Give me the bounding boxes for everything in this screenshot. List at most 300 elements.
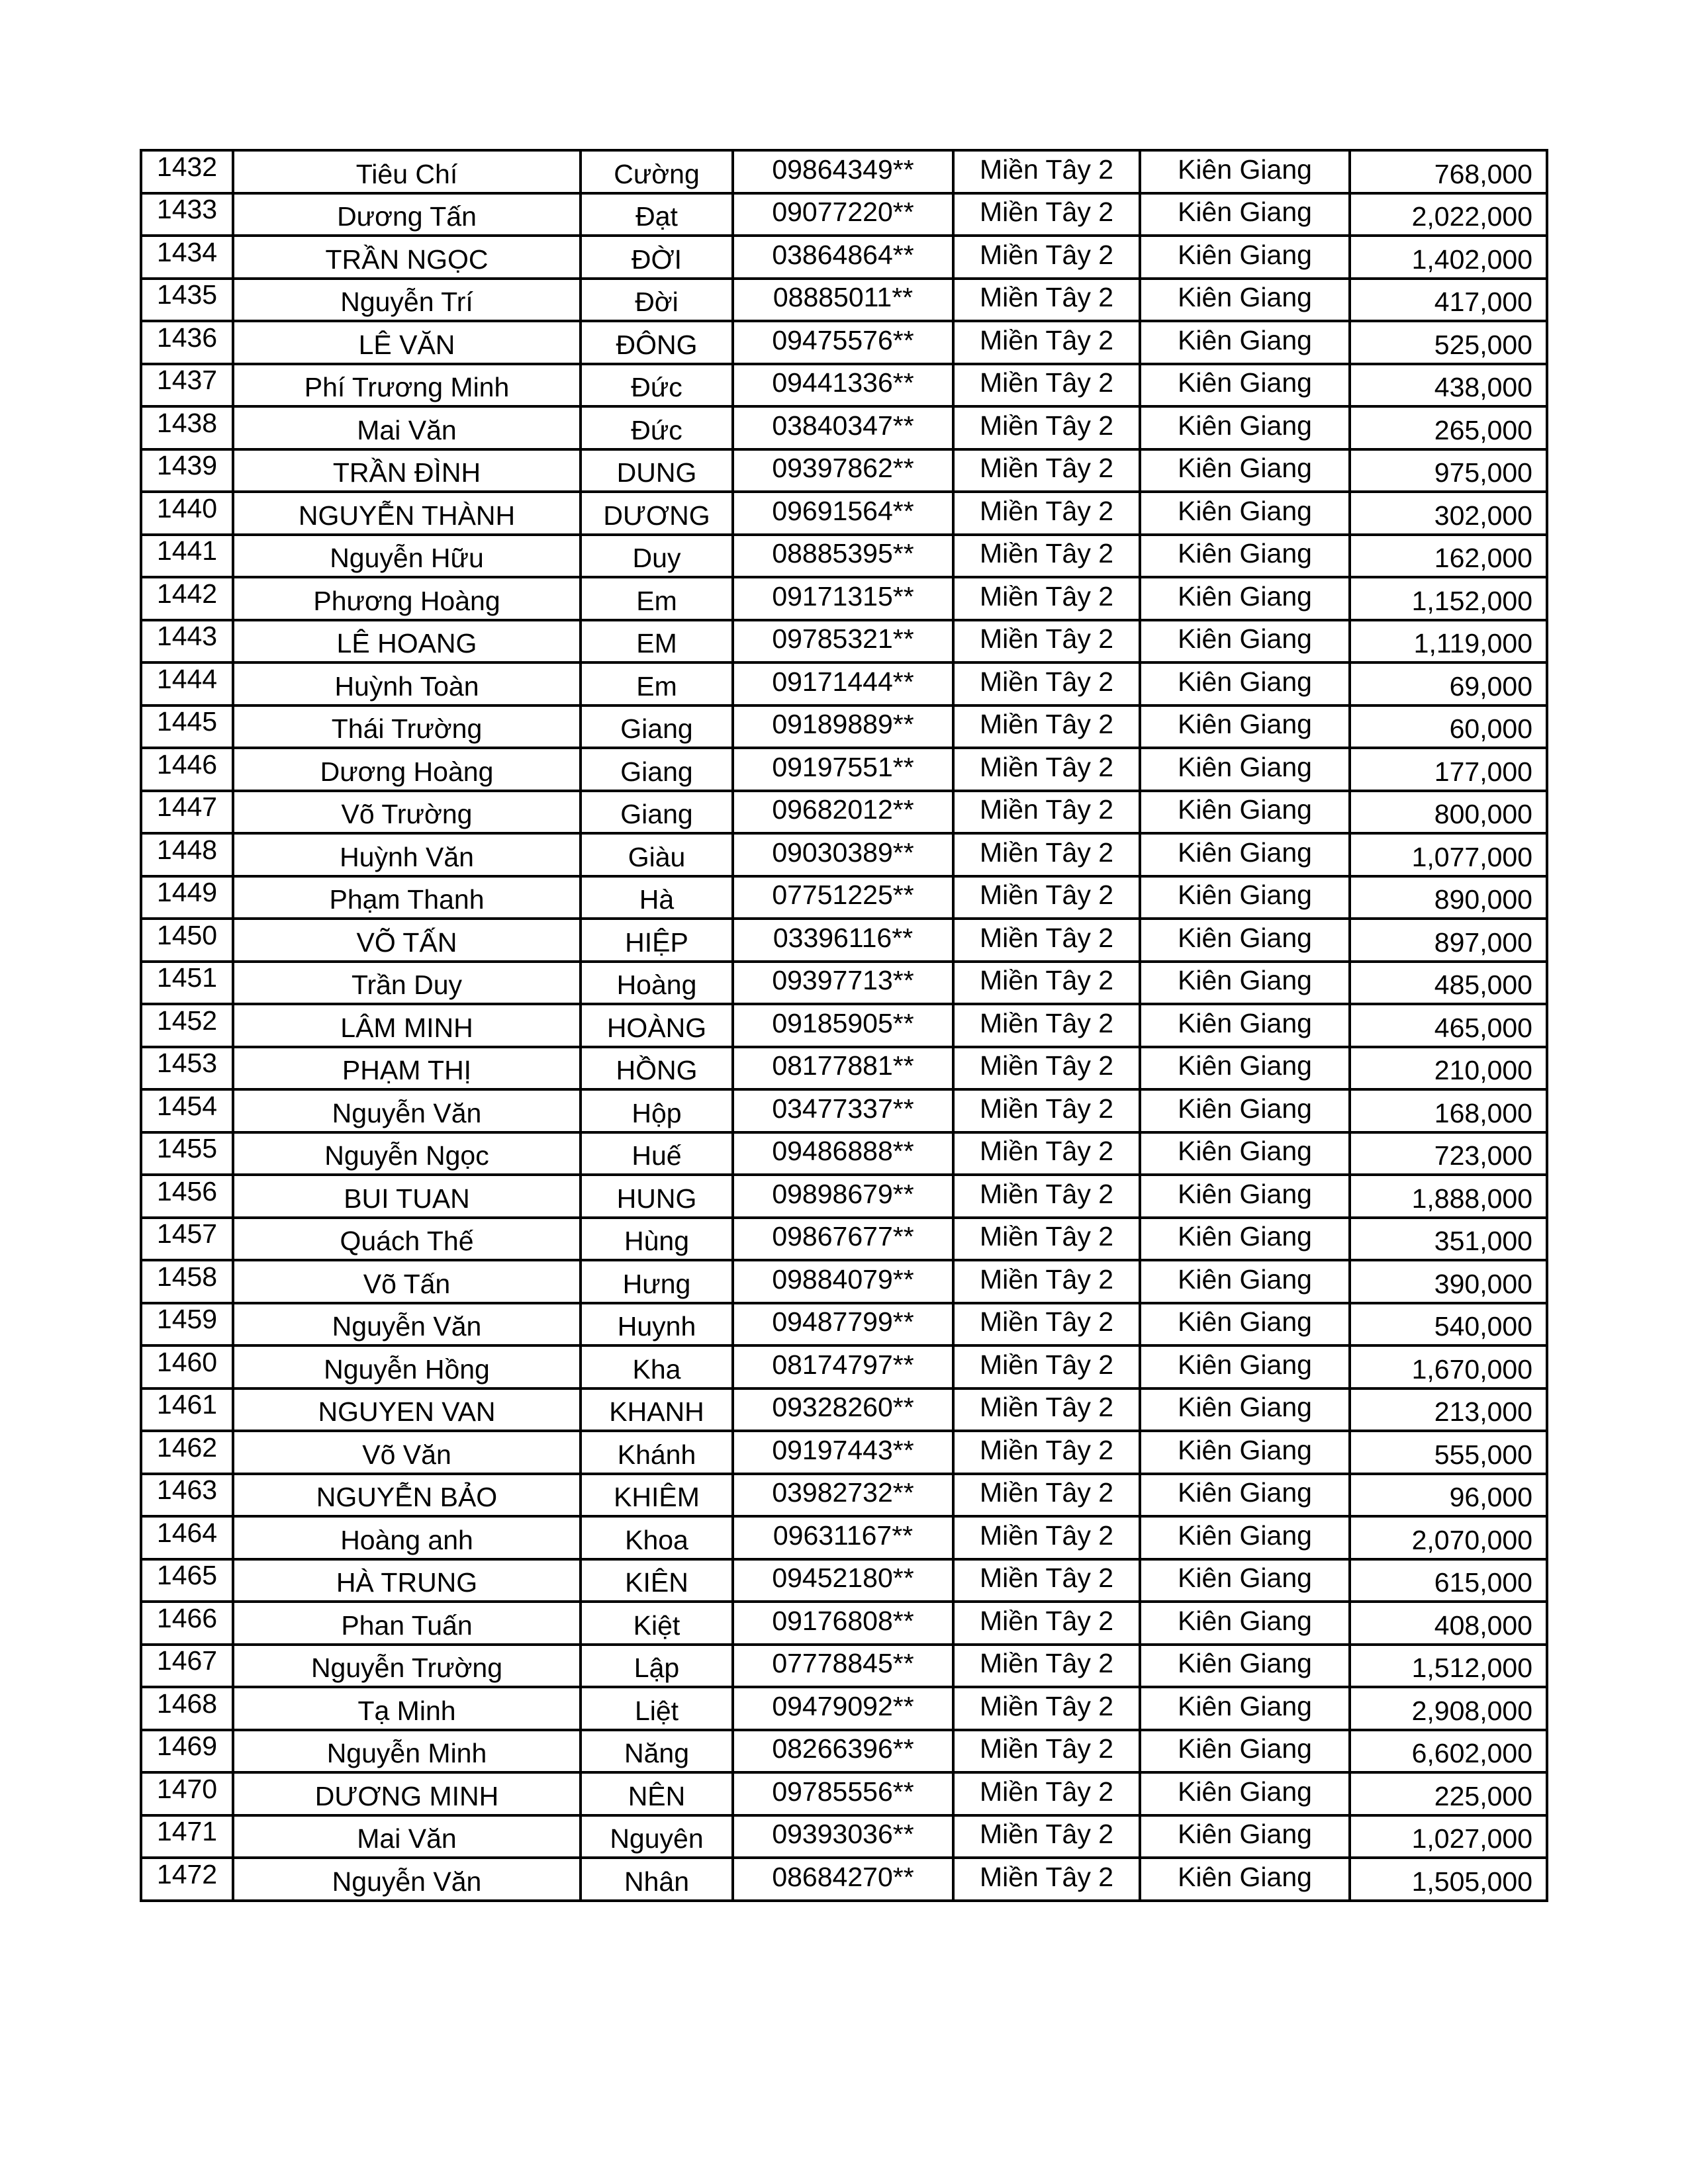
phone-cell-text: 03840347** [772, 410, 914, 441]
amount-cell-text: 723,000 [1434, 1140, 1532, 1171]
province-cell-text: Kiên Giang [1178, 751, 1312, 782]
region-cell [953, 748, 1140, 791]
amount-cell-text: 438,000 [1434, 372, 1532, 403]
amount-cell-text: 225,000 [1434, 1780, 1532, 1811]
amount-cell-text: 168,000 [1434, 1097, 1532, 1128]
row-number-cell-text: 1457 [156, 1218, 218, 1250]
table-row [141, 876, 1547, 919]
province-cell [1140, 962, 1350, 1005]
given-name-cell [581, 1815, 733, 1858]
region-cell [953, 1388, 1140, 1432]
row-number-cell [141, 1516, 233, 1559]
region-cell-text: Miền Tây 2 [979, 837, 1114, 868]
region-cell [953, 1175, 1140, 1218]
surname-cell-text: Phương Hoàng [313, 585, 500, 616]
given-name-cell-text: Em [636, 585, 677, 616]
amount-cell [1350, 1388, 1547, 1432]
region-cell [953, 1260, 1140, 1303]
row-number-cell [141, 1474, 233, 1517]
province-cell [1140, 662, 1350, 705]
surname-cell-text: Dương Hoàng [320, 756, 494, 787]
phone-cell [733, 236, 953, 279]
given-name-cell [581, 1089, 733, 1132]
row-number-cell-text: 1433 [156, 194, 218, 225]
row-number-cell-text: 1445 [156, 706, 218, 737]
region-cell [953, 919, 1140, 962]
surname-cell-text: TRẦN NGỌC [325, 244, 489, 275]
row-number-cell [141, 1303, 233, 1346]
phone-cell [733, 150, 953, 193]
phone-cell [733, 1730, 953, 1773]
phone-cell-text: 09171315** [772, 580, 914, 612]
province-cell [1140, 919, 1350, 962]
surname-cell [233, 1730, 581, 1773]
region-cell [953, 150, 1140, 193]
row-number-cell [141, 1815, 233, 1858]
region-cell [953, 1602, 1140, 1645]
phone-cell-text: 08177881** [772, 1050, 914, 1081]
province-cell-text: Kiên Giang [1178, 965, 1312, 996]
given-name-cell-text: Đức [631, 372, 682, 403]
region-cell-text: Miền Tây 2 [979, 197, 1114, 228]
given-name-cell-text: DƯƠNG [603, 500, 710, 531]
province-cell-text: Kiên Giang [1178, 1776, 1312, 1807]
surname-cell-text: VÕ TẤN [356, 927, 457, 958]
given-name-cell-text: ĐỜI [631, 244, 682, 275]
region-cell [953, 406, 1140, 449]
amount-cell [1350, 193, 1547, 236]
row-number-cell [141, 1175, 233, 1218]
phone-cell [733, 833, 953, 876]
given-name-cell [581, 705, 733, 749]
surname-cell-text: Thái Trường [331, 713, 483, 745]
row-number-cell [141, 492, 233, 535]
given-name-cell-text: Huynh [617, 1311, 696, 1342]
amount-cell [1350, 1687, 1547, 1730]
region-cell [953, 535, 1140, 578]
phone-cell [733, 791, 953, 834]
amount-cell [1350, 1730, 1547, 1773]
surname-cell [233, 833, 581, 876]
surname-cell [233, 1772, 581, 1815]
phone-cell-text: 09682012** [772, 794, 914, 825]
province-cell-text: Kiên Giang [1178, 1007, 1312, 1038]
surname-cell-text: NGUYỄN THÀNH [298, 500, 516, 531]
given-name-cell [581, 1687, 733, 1730]
given-name-cell [581, 1559, 733, 1602]
given-name-cell [581, 1602, 733, 1645]
surname-cell-text: PHẠM THỊ [342, 1055, 472, 1086]
table-row [141, 1730, 1547, 1773]
phone-cell-text: 09487799** [772, 1306, 914, 1338]
province-cell [1140, 406, 1350, 449]
province-cell-text: Kiên Giang [1178, 1050, 1312, 1081]
table-row [141, 919, 1547, 962]
region-cell-text: Miền Tây 2 [979, 410, 1114, 441]
province-cell-text: Kiên Giang [1178, 922, 1312, 953]
table-row [141, 1345, 1547, 1388]
region-cell-text: Miền Tây 2 [979, 1563, 1114, 1594]
province-cell-text: Kiên Giang [1178, 1178, 1312, 1209]
row-number-cell-text: 1455 [156, 1133, 218, 1164]
surname-cell-text: Võ Trường [341, 799, 473, 830]
region-cell-text: Miền Tây 2 [979, 880, 1114, 911]
region-cell [953, 577, 1140, 620]
given-name-cell-text: Đời [635, 287, 679, 318]
surname-cell [233, 1132, 581, 1175]
row-number-cell [141, 1431, 233, 1474]
table-row [141, 705, 1547, 749]
row-number-cell [141, 1772, 233, 1815]
region-cell [953, 449, 1140, 492]
region-cell [953, 1559, 1140, 1602]
amount-cell [1350, 1303, 1547, 1346]
region-cell [953, 1431, 1140, 1474]
province-cell-text: Kiên Giang [1178, 1648, 1312, 1679]
phone-cell [733, 1388, 953, 1432]
region-cell [953, 833, 1140, 876]
surname-cell-text: Nguyễn Minh [326, 1738, 487, 1769]
province-cell-text: Kiên Giang [1178, 1605, 1312, 1636]
surname-cell [233, 193, 581, 236]
amount-cell-text: 96,000 [1449, 1482, 1532, 1513]
given-name-cell-text: HUNG [616, 1183, 697, 1214]
region-cell-text: Miền Tây 2 [979, 1178, 1114, 1209]
row-number-cell-text: 1450 [156, 919, 218, 950]
given-name-cell-text: Kiệt [633, 1610, 680, 1641]
phone-cell [733, 1559, 953, 1602]
surname-cell [233, 1218, 581, 1261]
table-row [141, 1772, 1547, 1815]
surname-cell [233, 876, 581, 919]
phone-cell [733, 364, 953, 407]
table-row [141, 279, 1547, 322]
phone-cell [733, 962, 953, 1005]
region-cell-text: Miền Tây 2 [979, 1221, 1114, 1252]
amount-cell [1350, 1345, 1547, 1388]
given-name-cell-text: EM [636, 628, 677, 659]
region-cell-text: Miền Tây 2 [979, 1007, 1114, 1038]
region-cell-text: Miền Tây 2 [979, 1263, 1114, 1295]
region-cell-text: Miền Tây 2 [979, 1605, 1114, 1636]
phone-cell-text: 09077220** [772, 197, 914, 228]
surname-cell-text: Tiêu Chí [355, 158, 458, 189]
province-cell [1140, 748, 1350, 791]
surname-cell-text: Mai Văn [357, 414, 457, 445]
surname-cell-text: NGUYỄN BẢO [316, 1482, 498, 1513]
province-cell [1140, 1047, 1350, 1090]
surname-cell [233, 321, 581, 364]
table-row [141, 1474, 1547, 1517]
surname-cell-text: DƯƠNG MINH [314, 1780, 499, 1811]
surname-cell [233, 1815, 581, 1858]
phone-cell-text: 03982732** [772, 1477, 914, 1508]
phone-cell-text: 08885011** [773, 282, 914, 313]
amount-cell-text: 1,888,000 [1411, 1183, 1532, 1214]
province-cell-text: Kiên Giang [1178, 197, 1312, 228]
given-name-cell-text: Đức [631, 414, 682, 445]
province-cell [1140, 705, 1350, 749]
row-number-cell-text: 1449 [156, 877, 218, 908]
phone-cell-text: 09479092** [772, 1690, 914, 1721]
surname-cell-text: Tạ Minh [357, 1695, 456, 1726]
province-cell [1140, 193, 1350, 236]
given-name-cell-text: ĐÔNG [616, 329, 698, 360]
given-name-cell-text: Khoa [625, 1524, 688, 1555]
province-cell [1140, 1858, 1350, 1901]
province-cell [1140, 1089, 1350, 1132]
amount-cell-text: 2,070,000 [1411, 1524, 1532, 1555]
region-cell-text: Miền Tây 2 [979, 1733, 1114, 1764]
amount-cell [1350, 620, 1547, 663]
amount-cell-text: 210,000 [1434, 1055, 1532, 1086]
row-number-cell [141, 449, 233, 492]
row-number-cell [141, 620, 233, 663]
province-cell-text: Kiên Giang [1178, 666, 1312, 697]
province-cell-text: Kiên Giang [1178, 1563, 1312, 1594]
amount-cell [1350, 1260, 1547, 1303]
surname-cell-text: LÂM MINH [340, 1012, 473, 1043]
province-cell-text: Kiên Giang [1178, 1819, 1312, 1850]
surname-cell-text: Quách Thế [340, 1226, 474, 1257]
given-name-cell-text: KHIÊM [614, 1482, 700, 1513]
amount-cell [1350, 1772, 1547, 1815]
province-cell-text: Kiên Giang [1178, 282, 1312, 313]
region-cell-text: Miền Tây 2 [979, 1776, 1114, 1807]
table-row [141, 1687, 1547, 1730]
given-name-cell-text: Nguyên [610, 1823, 704, 1854]
amount-cell [1350, 705, 1547, 749]
table-row [141, 406, 1547, 449]
amount-cell-text: 390,000 [1434, 1268, 1532, 1299]
table-row [141, 577, 1547, 620]
row-number-cell-text: 1442 [156, 578, 218, 609]
surname-cell [233, 1089, 581, 1132]
region-cell-text: Miền Tây 2 [979, 367, 1114, 398]
province-cell [1140, 791, 1350, 834]
table-row [141, 1388, 1547, 1432]
table-row [141, 1815, 1547, 1858]
row-number-cell-text: 1468 [156, 1688, 218, 1719]
phone-cell-text: 09441336** [772, 367, 914, 398]
surname-cell [233, 406, 581, 449]
surname-cell [233, 1645, 581, 1688]
given-name-cell [581, 919, 733, 962]
given-name-cell-text: KIÊN [625, 1567, 688, 1598]
row-number-cell [141, 577, 233, 620]
phone-cell [733, 1602, 953, 1645]
given-name-cell [581, 748, 733, 791]
surname-cell [233, 748, 581, 791]
given-name-cell-text: Hoàng [616, 970, 697, 1001]
phone-cell [733, 919, 953, 962]
given-name-cell-text: Hùng [624, 1226, 689, 1257]
row-number-cell [141, 364, 233, 407]
row-number-cell-text: 1456 [156, 1175, 218, 1206]
phone-cell-text: 09867677** [772, 1221, 914, 1252]
row-number-cell-text: 1465 [156, 1560, 218, 1591]
row-number-cell [141, 1559, 233, 1602]
province-cell [1140, 620, 1350, 663]
province-cell-text: Kiên Giang [1178, 1136, 1312, 1167]
row-number-cell [141, 1730, 233, 1773]
region-cell [953, 876, 1140, 919]
region-cell [953, 620, 1140, 663]
given-name-cell [581, 1772, 733, 1815]
given-name-cell-text: HỒNG [616, 1055, 698, 1086]
amount-cell [1350, 406, 1547, 449]
region-cell [953, 662, 1140, 705]
amount-cell-text: 525,000 [1434, 329, 1532, 360]
phone-cell [733, 577, 953, 620]
surname-cell-text: Hoàng anh [340, 1524, 473, 1555]
given-name-cell [581, 279, 733, 322]
phone-cell [733, 876, 953, 919]
row-number-cell [141, 406, 233, 449]
amount-cell-text: 417,000 [1434, 287, 1532, 318]
region-cell-text: Miền Tây 2 [979, 623, 1114, 655]
region-cell-text: Miền Tây 2 [979, 1349, 1114, 1380]
province-cell [1140, 1559, 1350, 1602]
amount-cell [1350, 876, 1547, 919]
surname-cell [233, 150, 581, 193]
region-cell-text: Miền Tây 2 [979, 324, 1114, 355]
table-row [141, 620, 1547, 663]
phone-cell [733, 620, 953, 663]
row-number-cell-text: 1448 [156, 834, 218, 865]
amount-cell-text: 1,077,000 [1411, 841, 1532, 872]
given-name-cell-text: Lập [633, 1653, 680, 1684]
region-cell [953, 1772, 1140, 1815]
row-number-cell [141, 236, 233, 279]
amount-cell [1350, 321, 1547, 364]
province-cell-text: Kiên Giang [1178, 324, 1312, 355]
amount-cell [1350, 279, 1547, 322]
table-row [141, 1218, 1547, 1261]
province-cell-text: Kiên Giang [1178, 495, 1312, 526]
region-cell [953, 791, 1140, 834]
province-cell [1140, 1730, 1350, 1773]
given-name-cell [581, 236, 733, 279]
surname-cell-text: Nguyễn Văn [332, 1866, 482, 1897]
given-name-cell [581, 791, 733, 834]
province-cell-text: Kiên Giang [1178, 880, 1312, 911]
table-row [141, 321, 1547, 364]
phone-cell-text: 08174797** [772, 1349, 914, 1380]
phone-cell-text: 09785321** [772, 623, 914, 655]
table-row [141, 1645, 1547, 1688]
region-cell-text: Miền Tây 2 [979, 709, 1114, 740]
table-row [141, 748, 1547, 791]
phone-cell-text: 09171444** [772, 666, 914, 697]
given-name-cell-text: HIỆP [625, 927, 688, 958]
phone-cell-text: 09486888** [772, 1136, 914, 1167]
surname-cell [233, 1602, 581, 1645]
row-number-cell-text: 1432 [156, 151, 218, 182]
surname-cell-text: LÊ VĂN [358, 329, 455, 360]
table-body [141, 150, 1547, 1901]
given-name-cell [581, 1047, 733, 1090]
phone-cell-text: 09197551** [772, 751, 914, 782]
amount-cell [1350, 1516, 1547, 1559]
given-name-cell-text: Nhân [624, 1866, 689, 1897]
row-number-cell-text: 1438 [156, 407, 218, 438]
row-number-cell [141, 193, 233, 236]
province-cell [1140, 1687, 1350, 1730]
province-cell-text: Kiên Giang [1178, 1221, 1312, 1252]
region-cell-text: Miền Tây 2 [979, 1050, 1114, 1081]
region-cell-text: Miền Tây 2 [979, 538, 1114, 569]
surname-cell-text: Dương Tấn [337, 201, 477, 232]
region-cell-text: Miền Tây 2 [979, 922, 1114, 953]
table-row [141, 1047, 1547, 1090]
given-name-cell [581, 1260, 733, 1303]
province-cell [1140, 1345, 1350, 1388]
given-name-cell [581, 1388, 733, 1432]
given-name-cell [581, 1004, 733, 1047]
given-name-cell [581, 535, 733, 578]
surname-cell-text: Nguyễn Văn [332, 1311, 482, 1342]
row-number-cell [141, 705, 233, 749]
phone-cell-text: 08266396** [772, 1733, 914, 1764]
surname-cell [233, 1559, 581, 1602]
given-name-cell [581, 962, 733, 1005]
given-name-cell [581, 1303, 733, 1346]
row-number-cell-text: 1458 [156, 1261, 218, 1292]
amount-cell [1350, 577, 1547, 620]
amount-cell [1350, 748, 1547, 791]
province-cell [1140, 1645, 1350, 1688]
amount-cell [1350, 1218, 1547, 1261]
phone-cell [733, 1345, 953, 1388]
phone-cell-text: 09197443** [772, 1434, 914, 1465]
surname-cell [233, 919, 581, 962]
given-name-cell-text: Giang [620, 799, 693, 830]
region-cell-text: Miền Tây 2 [979, 1093, 1114, 1124]
surname-cell [233, 364, 581, 407]
phone-cell-text: 09691564** [772, 495, 914, 526]
row-number-cell-text: 1443 [156, 621, 218, 652]
province-cell-text: Kiên Giang [1178, 1392, 1312, 1423]
region-cell [953, 364, 1140, 407]
row-number-cell-text: 1469 [156, 1731, 218, 1762]
province-cell [1140, 364, 1350, 407]
phone-cell [733, 1431, 953, 1474]
phone-cell [733, 449, 953, 492]
region-cell [953, 1858, 1140, 1901]
phone-cell-text: 09397713** [772, 965, 914, 996]
row-number-cell-text: 1439 [156, 450, 218, 481]
region-cell-text: Miền Tây 2 [979, 1819, 1114, 1850]
given-name-cell-text: Giang [620, 713, 693, 745]
amount-cell [1350, 364, 1547, 407]
region-cell [953, 492, 1140, 535]
region-cell-text: Miền Tây 2 [979, 495, 1114, 526]
region-cell [953, 236, 1140, 279]
province-cell [1140, 1132, 1350, 1175]
phone-cell [733, 662, 953, 705]
region-cell [953, 1516, 1140, 1559]
province-cell [1140, 1303, 1350, 1346]
surname-cell-text: Nguyễn Trường [310, 1653, 503, 1684]
surname-cell [233, 1175, 581, 1218]
row-number-cell [141, 1260, 233, 1303]
table-row [141, 236, 1547, 279]
phone-cell-text: 03396116** [773, 922, 914, 953]
region-cell [953, 1089, 1140, 1132]
amount-cell-text: 6,602,000 [1411, 1738, 1532, 1769]
row-number-cell-text: 1454 [156, 1090, 218, 1121]
